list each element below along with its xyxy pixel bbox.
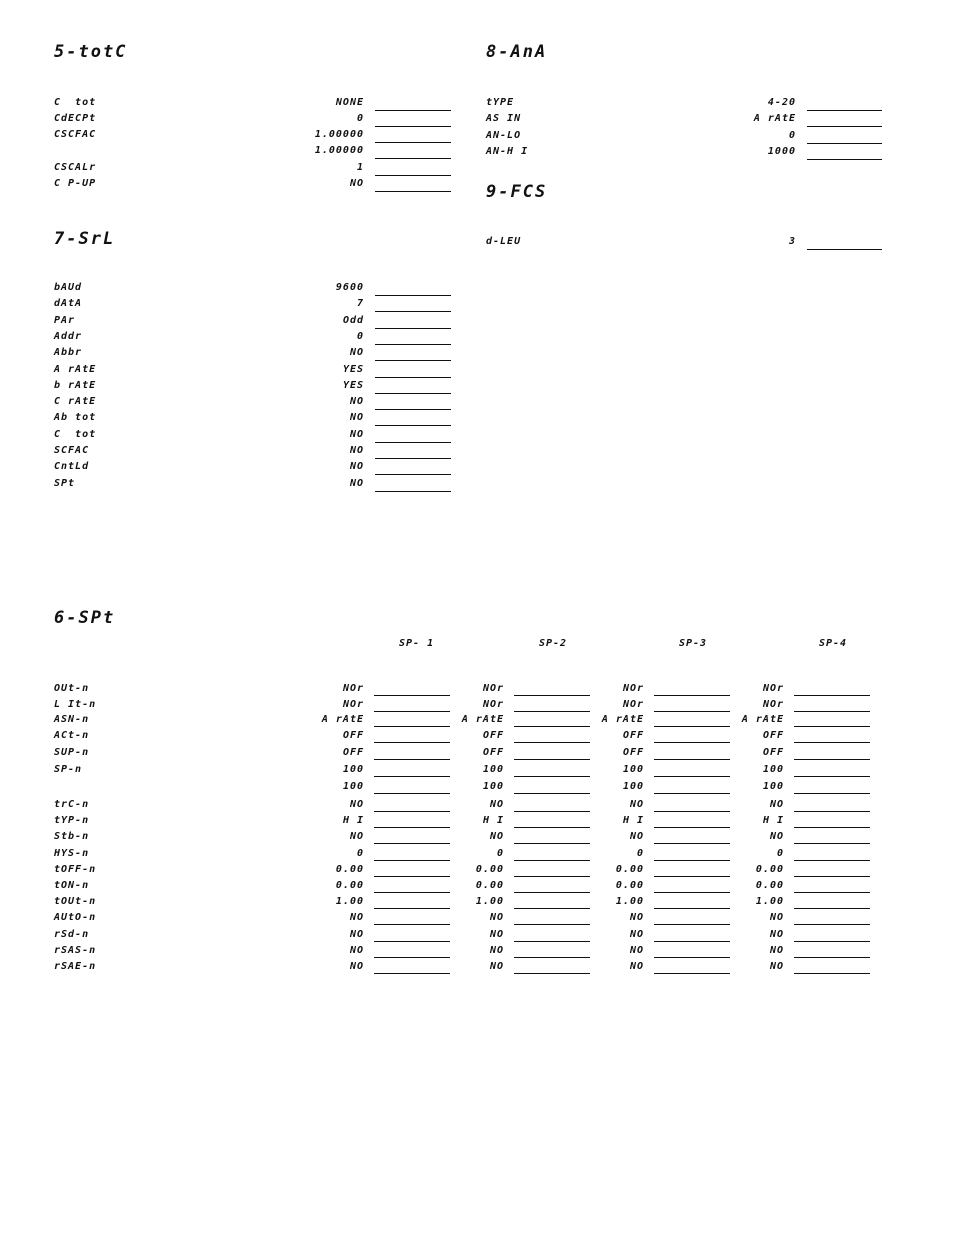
param-label: CntLd (54, 461, 90, 473)
column-header: SP-4 (819, 638, 848, 649)
entry-line (794, 908, 870, 909)
param-value: 0.00 (615, 880, 644, 891)
param-value: NOr (482, 683, 504, 694)
entry-line (654, 759, 730, 760)
entry-line (514, 711, 590, 712)
param-value: NO (769, 961, 784, 972)
entry-line (375, 344, 451, 345)
param-label: Addr (54, 330, 83, 342)
param-label: AN-LO (486, 129, 522, 141)
entry-line (654, 811, 730, 812)
section-title: 6-SPt (54, 608, 116, 628)
param-value: NO (769, 799, 784, 810)
param-label: d-LEU (486, 236, 522, 247)
entry-line (794, 776, 870, 777)
param-value: 3 (788, 236, 796, 247)
param-value: NO (349, 445, 364, 456)
param-value: 9600 (335, 282, 364, 293)
param-label: SP-n (54, 764, 83, 775)
param-value: OFF (482, 747, 504, 758)
entry-line (374, 695, 450, 696)
param-value: NOr (622, 699, 644, 710)
param-label: SUP-n (54, 747, 90, 758)
section-title: 8-AnA (486, 42, 548, 62)
entry-line (375, 458, 451, 459)
param-value: NOr (762, 683, 784, 694)
entry-line (514, 941, 590, 942)
param-value: NO (629, 912, 644, 923)
param-value: NO (769, 929, 784, 940)
param-value: NO (769, 831, 784, 842)
column-header: SP-3 (679, 638, 708, 649)
entry-line (514, 860, 590, 861)
entry-line (514, 793, 590, 794)
entry-line (375, 425, 451, 426)
entry-line (514, 811, 590, 812)
entry-line (654, 924, 730, 925)
entry-line (374, 827, 450, 828)
param-value: NO (489, 799, 504, 810)
param-label: rSd-n (54, 929, 90, 940)
entry-line (654, 695, 730, 696)
param-value: 0 (356, 113, 364, 124)
entry-line (654, 973, 730, 974)
entry-line (794, 695, 870, 696)
param-value: Odd (342, 314, 364, 326)
entry-line (374, 876, 450, 877)
param-value: 7 (356, 298, 364, 310)
param-label: OUt-n (54, 683, 90, 694)
entry-line (794, 860, 870, 861)
entry-line (514, 759, 590, 760)
param-label: b rAtE (54, 379, 97, 391)
entry-line (514, 908, 590, 909)
param-label: ACt-n (54, 730, 90, 741)
param-value: NO (349, 347, 364, 359)
param-value: NO (349, 178, 364, 189)
param-value: NO (489, 961, 504, 972)
param-value: OFF (342, 730, 364, 741)
entry-line (794, 793, 870, 794)
param-value: NO (349, 961, 364, 972)
entry-line (374, 860, 450, 861)
entry-line (375, 175, 451, 176)
entry-line (514, 924, 590, 925)
param-value: NOr (482, 699, 504, 710)
param-value: 0.00 (755, 880, 784, 891)
param-value: OFF (762, 730, 784, 741)
entry-line (375, 295, 451, 296)
param-label: C tot (54, 97, 97, 108)
param-value: 100 (482, 764, 504, 775)
entry-line (374, 811, 450, 812)
param-value: 0 (636, 848, 644, 859)
param-value: 100 (342, 781, 364, 792)
param-value: A rAtE (741, 714, 784, 725)
param-value: H I (762, 815, 784, 826)
param-label: rSAE-n (54, 961, 97, 972)
entry-line (794, 711, 870, 712)
entry-line (654, 742, 730, 743)
entry-line (514, 695, 590, 696)
param-label: Ab tot (54, 412, 97, 424)
entry-line (374, 711, 450, 712)
param-value: 0.00 (475, 864, 504, 875)
param-value: H I (622, 815, 644, 826)
param-label: C tot (54, 428, 97, 440)
entry-line (654, 860, 730, 861)
entry-line (374, 973, 450, 974)
param-value: A rAtE (461, 714, 504, 725)
param-value: 100 (762, 781, 784, 792)
param-value: 4-20 (767, 97, 796, 108)
param-value: 0 (788, 129, 796, 141)
param-value: 1.00000 (314, 129, 364, 140)
entry-line (375, 328, 451, 329)
entry-line (374, 793, 450, 794)
param-label: AUtO-n (54, 912, 97, 923)
param-value: NOr (762, 699, 784, 710)
param-value: 0 (356, 848, 364, 859)
param-label: tON-n (54, 880, 90, 891)
param-value: 0.00 (755, 864, 784, 875)
entry-line (374, 742, 450, 743)
param-label: trC-n (54, 799, 90, 810)
param-value: 1 (356, 162, 364, 173)
entry-line (514, 827, 590, 828)
param-value: OFF (762, 747, 784, 758)
param-label: tOFF-n (54, 864, 97, 875)
param-value: 0 (496, 848, 504, 859)
param-value: NO (489, 945, 504, 956)
param-value: NOr (622, 683, 644, 694)
param-label: AS IN (486, 113, 522, 125)
param-value: NO (629, 961, 644, 972)
column-header: SP-2 (539, 638, 568, 649)
param-value: NO (489, 912, 504, 923)
entry-line (654, 941, 730, 942)
param-value: OFF (342, 747, 364, 758)
param-label: CSCALr (54, 162, 97, 173)
entry-line (514, 876, 590, 877)
param-value: NO (349, 912, 364, 923)
section-title: 5-totC (54, 42, 128, 62)
param-value: 0.00 (615, 864, 644, 875)
param-value: NO (349, 428, 364, 440)
entry-line (375, 110, 451, 111)
param-value: NO (349, 396, 364, 408)
param-value: H I (342, 815, 364, 826)
param-label: SCFAC (54, 445, 90, 456)
entry-line (514, 892, 590, 893)
entry-line (807, 110, 882, 111)
entry-line (375, 126, 451, 127)
entry-line (375, 311, 451, 312)
entry-line (794, 973, 870, 974)
entry-line (514, 843, 590, 844)
param-value: 0 (356, 330, 364, 342)
param-label: Stb-n (54, 831, 90, 842)
param-value: YES (342, 363, 364, 375)
param-label: Abbr (54, 347, 83, 359)
entry-line (794, 957, 870, 958)
param-label: C P-UP (54, 178, 97, 189)
entry-line (514, 973, 590, 974)
entry-line (375, 360, 451, 361)
param-value: OFF (482, 730, 504, 741)
param-value: A rAtE (601, 714, 644, 725)
entry-line (794, 726, 870, 727)
entry-line (794, 892, 870, 893)
param-label: SPt (54, 477, 76, 489)
param-value: NO (349, 945, 364, 956)
param-value: NO (769, 912, 784, 923)
param-value: 1000 (767, 145, 796, 157)
param-label: A rAtE (54, 363, 97, 375)
param-value: NO (629, 929, 644, 940)
entry-line (794, 876, 870, 877)
entry-line (374, 892, 450, 893)
param-value: NO (629, 945, 644, 956)
param-label: CdECPt (54, 113, 97, 124)
param-label: rSAS-n (54, 945, 97, 956)
param-value: 100 (622, 781, 644, 792)
param-value: OFF (622, 747, 644, 758)
entry-line (794, 941, 870, 942)
entry-line (374, 941, 450, 942)
entry-line (794, 742, 870, 743)
param-value: NO (349, 477, 364, 489)
section-title: 7-SrL (54, 229, 116, 249)
param-label: tOUt-n (54, 896, 97, 907)
entry-line (374, 957, 450, 958)
entry-line (374, 908, 450, 909)
param-label: AN-H I (486, 145, 529, 157)
entry-line (794, 827, 870, 828)
param-value: NO (489, 929, 504, 940)
entry-line (375, 393, 451, 394)
entry-line (514, 776, 590, 777)
entry-line (794, 843, 870, 844)
param-value: NO (349, 461, 364, 473)
param-value: NO (349, 929, 364, 940)
entry-line (654, 957, 730, 958)
param-value: NO (349, 799, 364, 810)
entry-line (375, 142, 451, 143)
param-value: NO (629, 799, 644, 810)
entry-line (375, 442, 451, 443)
param-value: NO (769, 945, 784, 956)
param-label: L It-n (54, 699, 97, 710)
param-value: 1.00 (755, 896, 784, 907)
param-value: 1.00000 (314, 145, 364, 156)
entry-line (807, 249, 882, 250)
entry-line (374, 843, 450, 844)
entry-line (654, 776, 730, 777)
param-label: C rAtE (54, 396, 97, 408)
param-value: 100 (482, 781, 504, 792)
param-value: 1.00 (615, 896, 644, 907)
section-title: 9-FCS (486, 182, 548, 202)
entry-line (654, 843, 730, 844)
entry-line (375, 158, 451, 159)
entry-line (514, 726, 590, 727)
param-value: NO (349, 412, 364, 424)
entry-line (807, 126, 882, 127)
entry-line (514, 742, 590, 743)
param-value: 0.00 (475, 880, 504, 891)
param-value: 100 (622, 764, 644, 775)
param-value: NO (629, 831, 644, 842)
entry-line (514, 957, 590, 958)
entry-line (654, 793, 730, 794)
entry-line (374, 776, 450, 777)
param-label: PAr (54, 314, 76, 326)
param-value: NO (349, 831, 364, 842)
entry-line (654, 726, 730, 727)
param-value: 100 (762, 764, 784, 775)
param-value: H I (482, 815, 504, 826)
param-value: NOr (342, 699, 364, 710)
param-label: ASN-n (54, 714, 90, 725)
entry-line (375, 191, 451, 192)
param-value: 0.00 (335, 880, 364, 891)
entry-line (654, 876, 730, 877)
entry-line (375, 377, 451, 378)
param-value: NOr (342, 683, 364, 694)
param-label: dAtA (54, 298, 83, 310)
entry-line (654, 908, 730, 909)
param-value: 100 (342, 764, 364, 775)
entry-line (794, 924, 870, 925)
param-label: CSCFAC (54, 129, 97, 140)
entry-line (654, 827, 730, 828)
param-value: 1.00 (335, 896, 364, 907)
entry-line (807, 159, 882, 160)
param-value: 0 (776, 848, 784, 859)
entry-line (375, 491, 451, 492)
entry-line (374, 759, 450, 760)
param-value: OFF (622, 730, 644, 741)
param-value: 1.00 (475, 896, 504, 907)
entry-line (374, 726, 450, 727)
entry-line (654, 711, 730, 712)
entry-line (807, 143, 882, 144)
param-label: HYS-n (54, 848, 90, 859)
entry-line (794, 811, 870, 812)
entry-line (375, 474, 451, 475)
param-label: bAUd (54, 282, 83, 293)
entry-line (374, 924, 450, 925)
param-value: YES (342, 379, 364, 391)
entry-line (794, 759, 870, 760)
param-value: 0.00 (335, 864, 364, 875)
column-header: SP- 1 (399, 638, 435, 649)
entry-line (654, 892, 730, 893)
param-label: tYPE (486, 97, 515, 108)
param-value: NONE (335, 97, 364, 108)
param-label: tYP-n (54, 815, 90, 826)
param-value: NO (489, 831, 504, 842)
entry-line (375, 409, 451, 410)
param-value: A rAtE (753, 113, 796, 125)
param-value: A rAtE (321, 714, 364, 725)
